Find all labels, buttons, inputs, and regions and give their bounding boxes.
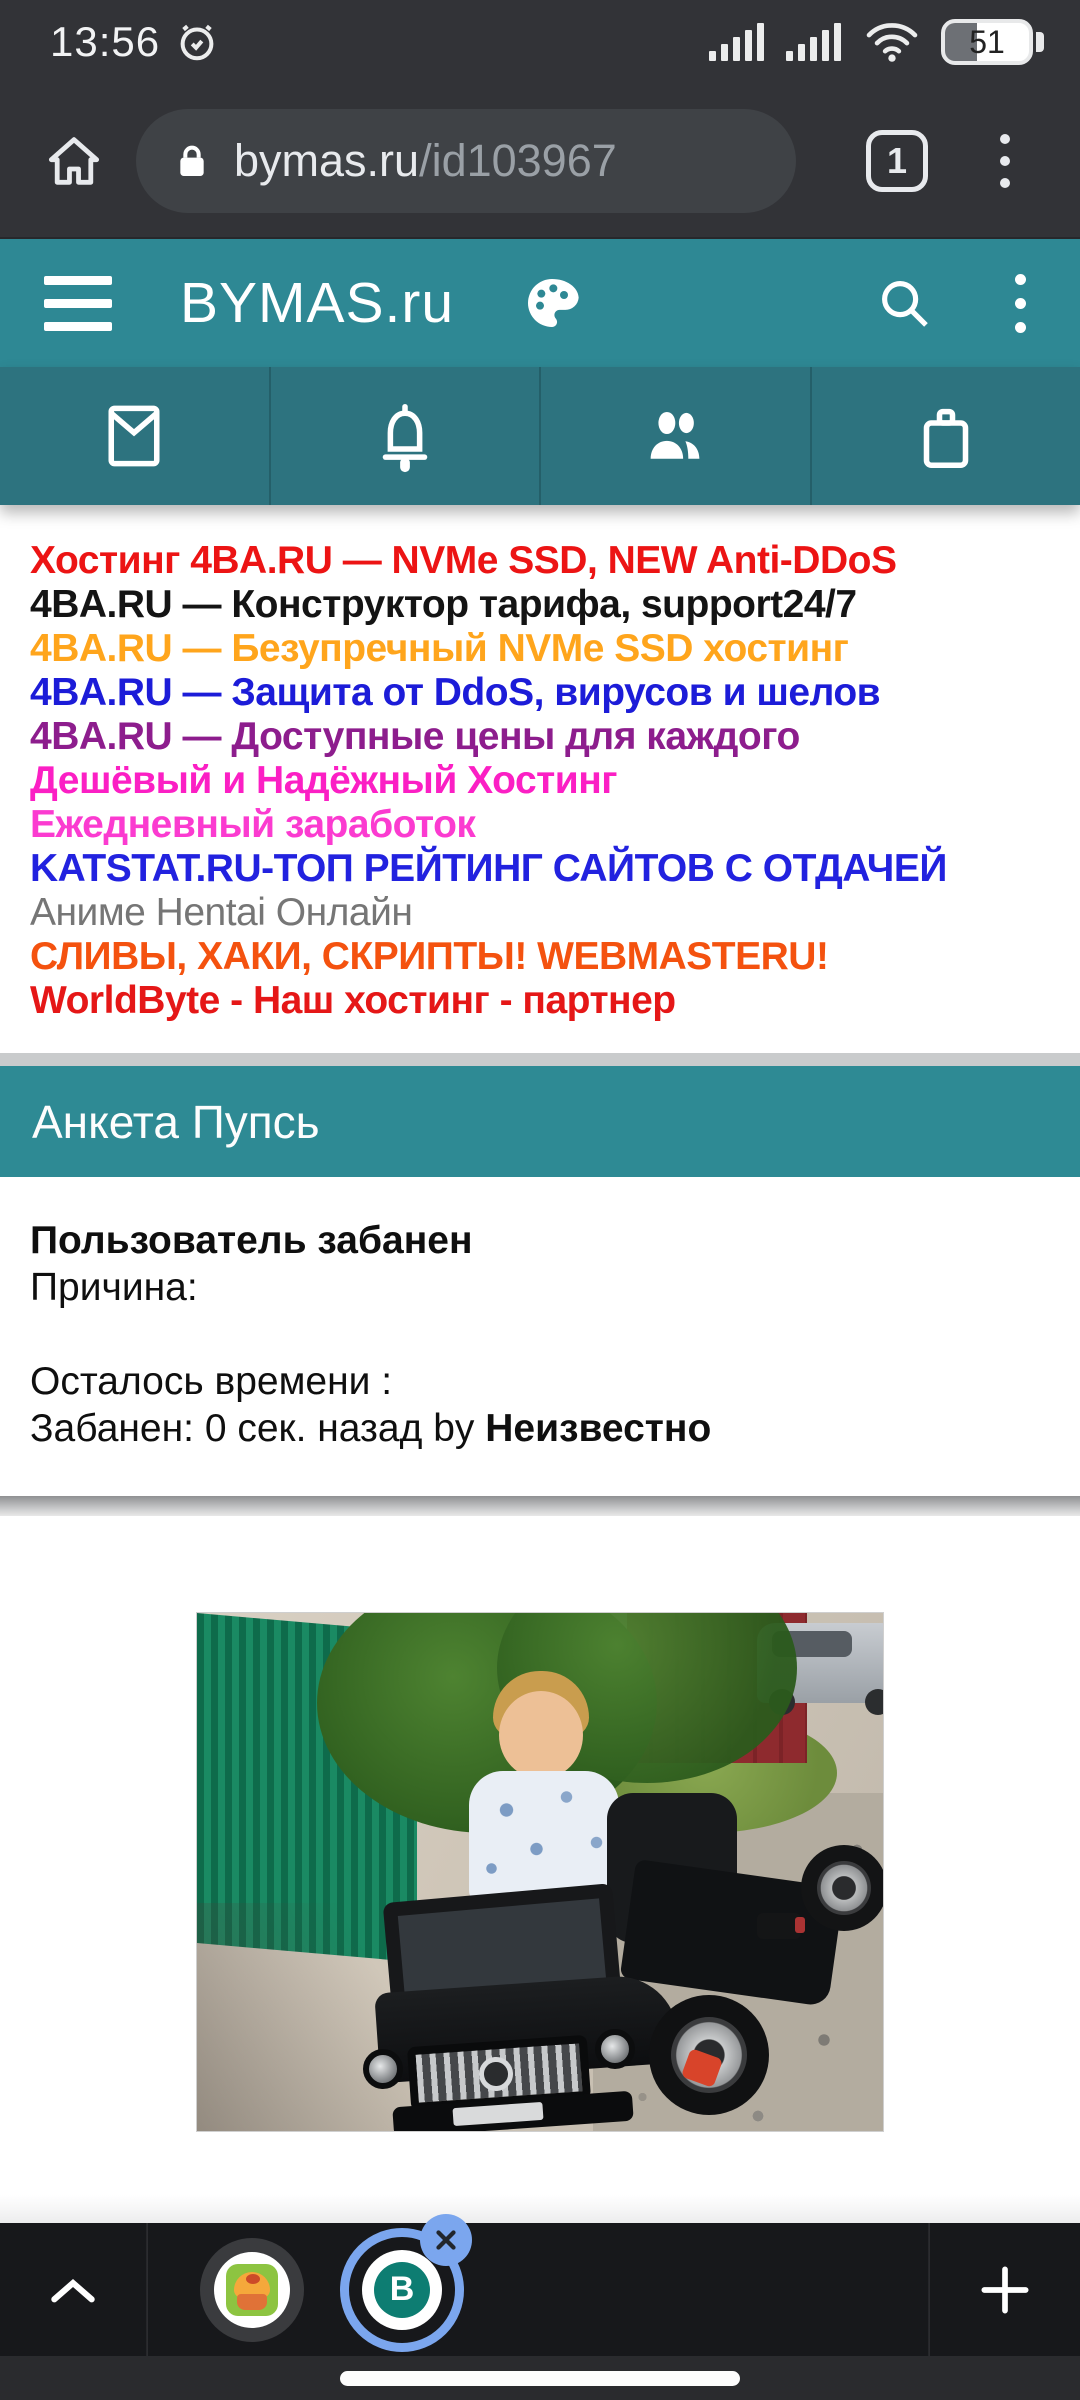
bell-icon <box>366 397 444 475</box>
tab-count: 1 <box>886 139 908 181</box>
bymas-tab-icon: B <box>374 2262 430 2318</box>
battery-icon <box>941 19 1044 65</box>
mail-icon <box>95 397 173 475</box>
gesture-bar <box>0 2356 1080 2400</box>
ban-title: Пользователь забанен <box>30 1219 473 1262</box>
theme-palette-icon[interactable] <box>520 271 584 335</box>
tab-portfolio[interactable] <box>812 367 1080 505</box>
ban-reason-label: Причина: <box>30 1266 198 1309</box>
browser-menu-button[interactable] <box>990 124 1020 198</box>
lock-icon <box>172 137 212 185</box>
ad-link[interactable]: KATSTAT.RU-ТОП РЕЙТИНГ САЙТОВ С ОТДАЧЕЙ <box>30 847 947 890</box>
page-fade <box>0 2195 1080 2223</box>
ad-link[interactable]: 4BA.RU — Доступные цены для каждого <box>30 715 800 758</box>
battery-percent: 51 <box>969 23 1005 60</box>
signal-icon-sim1 <box>709 23 764 61</box>
profile-photo <box>196 1612 884 2132</box>
tab-switcher-button[interactable] <box>866 130 928 192</box>
icon-tab-bar <box>0 367 1080 505</box>
separator <box>0 1053 1080 1066</box>
recent-tab-food-app[interactable] <box>200 2238 304 2342</box>
ad-link[interactable]: Аниме Hentai Онлайн <box>30 891 413 934</box>
home-button[interactable] <box>38 125 110 197</box>
tab-notifications[interactable] <box>271 367 542 505</box>
status-bar <box>0 0 1080 84</box>
ban-time-left: Осталось времени : <box>30 1360 393 1403</box>
url-host: bymas.ru <box>234 134 420 186</box>
signal-icon-sim2 <box>786 23 841 61</box>
site-menu-button[interactable] <box>1005 264 1036 343</box>
ban-notice <box>0 1177 1080 1496</box>
users-icon <box>636 397 714 475</box>
plus-icon <box>974 2259 1036 2321</box>
muffin-app-icon <box>226 2264 278 2316</box>
wifi-icon <box>863 19 921 65</box>
close-icon <box>431 2225 461 2255</box>
ad-link[interactable]: Ежедневный заработок <box>30 803 476 846</box>
separator <box>0 1496 1080 1516</box>
ad-link[interactable]: СЛИВЫ, ХАКИ, СКРИПТЫ! WEBMASTERU! <box>30 935 829 978</box>
close-tab-button[interactable] <box>420 2214 472 2266</box>
home-icon <box>42 129 106 193</box>
ad-link[interactable]: Дешёвый и Надёжный Хостинг <box>30 759 618 802</box>
recent-tab-bymas[interactable] <box>340 2228 464 2352</box>
tab-messages[interactable] <box>0 367 271 505</box>
menu-button[interactable] <box>44 276 112 331</box>
section-banner <box>0 1066 1080 1177</box>
ad-link[interactable]: 4BA.RU — Конструктор тарифа, support24/7 <box>30 583 857 626</box>
ad-links-block <box>0 505 1080 1053</box>
ad-link[interactable]: Хостинг 4BA.RU — NVMe SSD, NEW Anti-DDoS <box>30 539 897 582</box>
collapse-button[interactable] <box>0 2223 146 2356</box>
site-brand[interactable]: BYMAS.ru <box>180 271 455 335</box>
ban-since-line: Забанен: 0 сек. назад by Неизвестно <box>30 1407 712 1450</box>
clock: 13:56 <box>50 18 161 65</box>
alarm-icon <box>174 19 220 65</box>
photo-section <box>0 1516 1080 2132</box>
home-gesture-pill[interactable] <box>340 2371 740 2386</box>
briefcase-icon <box>907 397 985 475</box>
site-header <box>0 237 1080 367</box>
new-tab-button[interactable] <box>930 2223 1080 2356</box>
search-icon[interactable] <box>873 272 935 334</box>
ad-link[interactable]: 4BA.RU — Безупречный NVMe SSD хостинг <box>30 627 849 670</box>
tab-switcher-bar <box>0 2223 1080 2356</box>
browser-toolbar <box>0 84 1080 237</box>
chevron-up-icon <box>45 2270 101 2310</box>
address-bar[interactable] <box>136 109 796 213</box>
recent-tabs <box>148 2223 928 2356</box>
section-title: Анкета Пупсь <box>32 1095 320 1148</box>
tab-friends[interactable] <box>541 367 812 505</box>
ad-link[interactable]: WorldByte - Наш хостинг - партнер <box>30 979 676 1022</box>
url-path: /id103967 <box>419 134 617 186</box>
banned-by: Неизвестно <box>485 1407 712 1450</box>
ad-link[interactable]: 4BA.RU — Защита от DdoS, вирусов и шелов <box>30 671 881 714</box>
